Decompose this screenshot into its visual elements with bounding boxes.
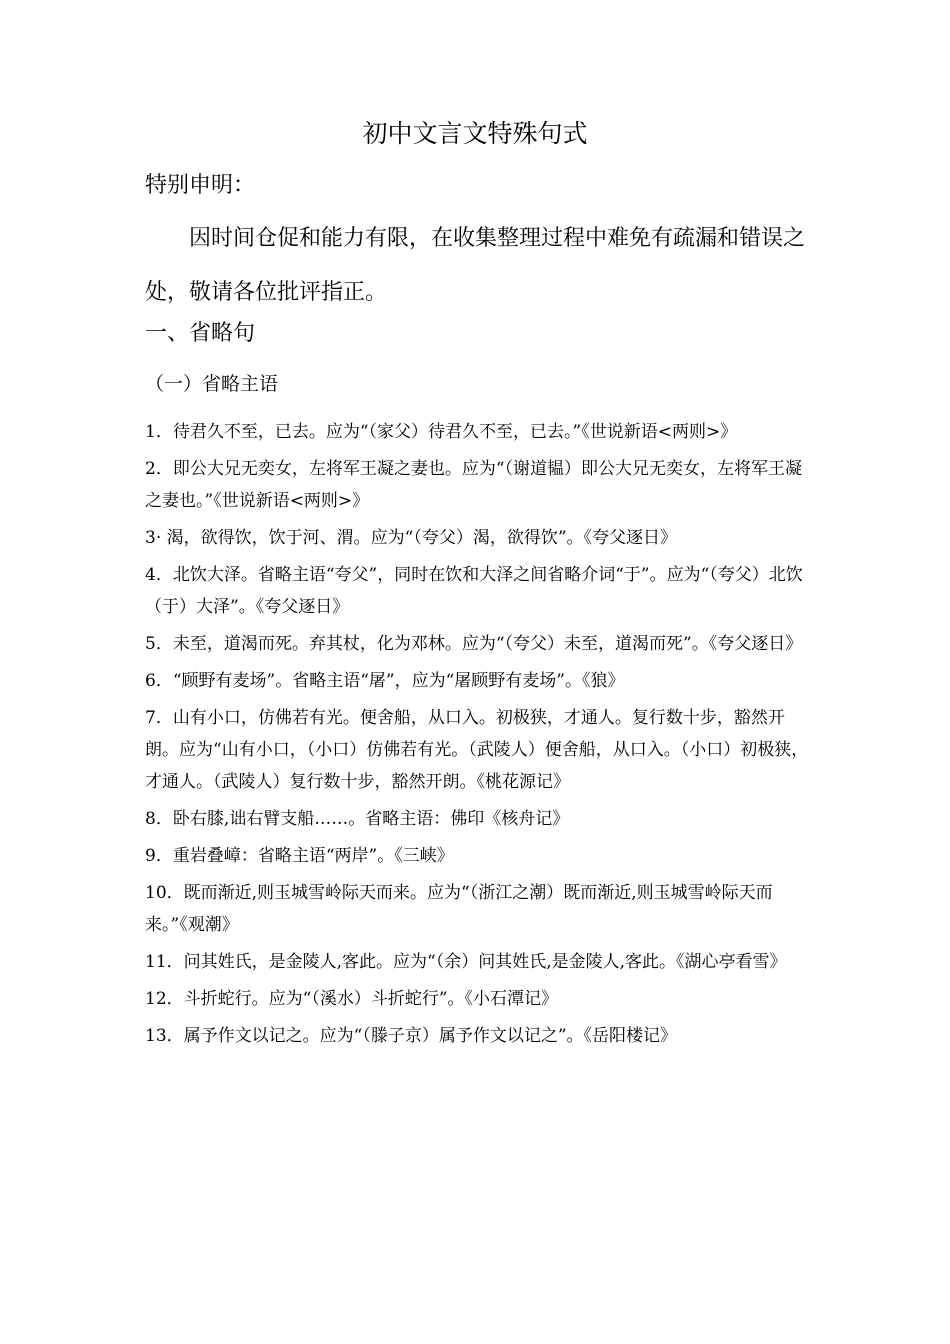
example-list: [145, 416, 810, 1057]
list-item: 7．山有小口，仿佛若有光。便舍船，从口入。初极狭，才通人。复行数十步，豁然开朗。应为“山有小口，（小口）仿佛若有光。（武陵人）便舍船，从口入。（小口）初极狭，才通人。（武陵人）复行数十步，豁然开朗。《桃花源记》: [145, 708, 809, 792]
list-item: 9．重岩叠嶂：省略主语“两岸”。《三峡》: [145, 846, 454, 866]
list-item: 2．即公大兄无奕女，左将军王凝之妻也。应为“（谢道韫）即公大兄无奕女，左将军王凝之妻也。”《世说新语<两则>》: [145, 459, 803, 511]
list-item: 4．北饮大泽。省略主语“夸父”，同时在饮和大泽之间省略介词“于”。应为“（夸父）北饮（于）大泽”。《夸父逐日》: [145, 565, 803, 617]
notice-text: 因时间仓促和能力有限，在收集整理过程中难免有疏漏和错误之处，敬请各位批评指正。: [145, 226, 806, 305]
list-item: 10．既而渐近,则玉城雪岭际天而来。应为“（浙江之潮）既而渐近,则玉城雪岭际天而来。”《观潮》: [145, 883, 773, 935]
section-heading-ellipsis: 一、省略句: [145, 321, 256, 346]
list-item: 8．卧右膝,诎右臂支船……。省略主语：佛印《核舟记》: [145, 809, 570, 829]
list-item: 6．“顾野有麦场”。省略主语“屠”，应为“屠顾野有麦场”。《狼》: [145, 671, 625, 691]
list-item: 13．属予作文以记之。应为“（滕子京）属予作文以记之”。《岳阳楼记》: [145, 1026, 678, 1046]
list-item: 12．斗折蛇行。应为“（溪水）斗折蛇行”。《小石潭记》: [145, 989, 559, 1009]
list-item: 11．问其姓氏，是金陵人,客此。应为“（余）问其姓氏,是金陵人,客此。《湖心亭看雪》: [145, 952, 787, 972]
list-item: 3· 渴，欲得饮，饮于河、渭。应为“（夸父）渴，欲得饮”。《夸父逐日》: [145, 528, 678, 548]
list-item: 1．待君久不至，已去。应为“（家父）待君久不至，已去。”《世说新语<两则>》: [145, 422, 738, 442]
notice-label: 特别申明：: [145, 173, 256, 198]
list-item: 5．未至，道渴而死。弃其杖，化为邓林。应为“（夸父）未至，道渴而死”。《夸父逐日》: [145, 634, 803, 654]
document-title: 初中文言文特殊句式: [362, 119, 588, 148]
subsection-heading-subject-omission: （一）省略主语: [145, 373, 279, 395]
